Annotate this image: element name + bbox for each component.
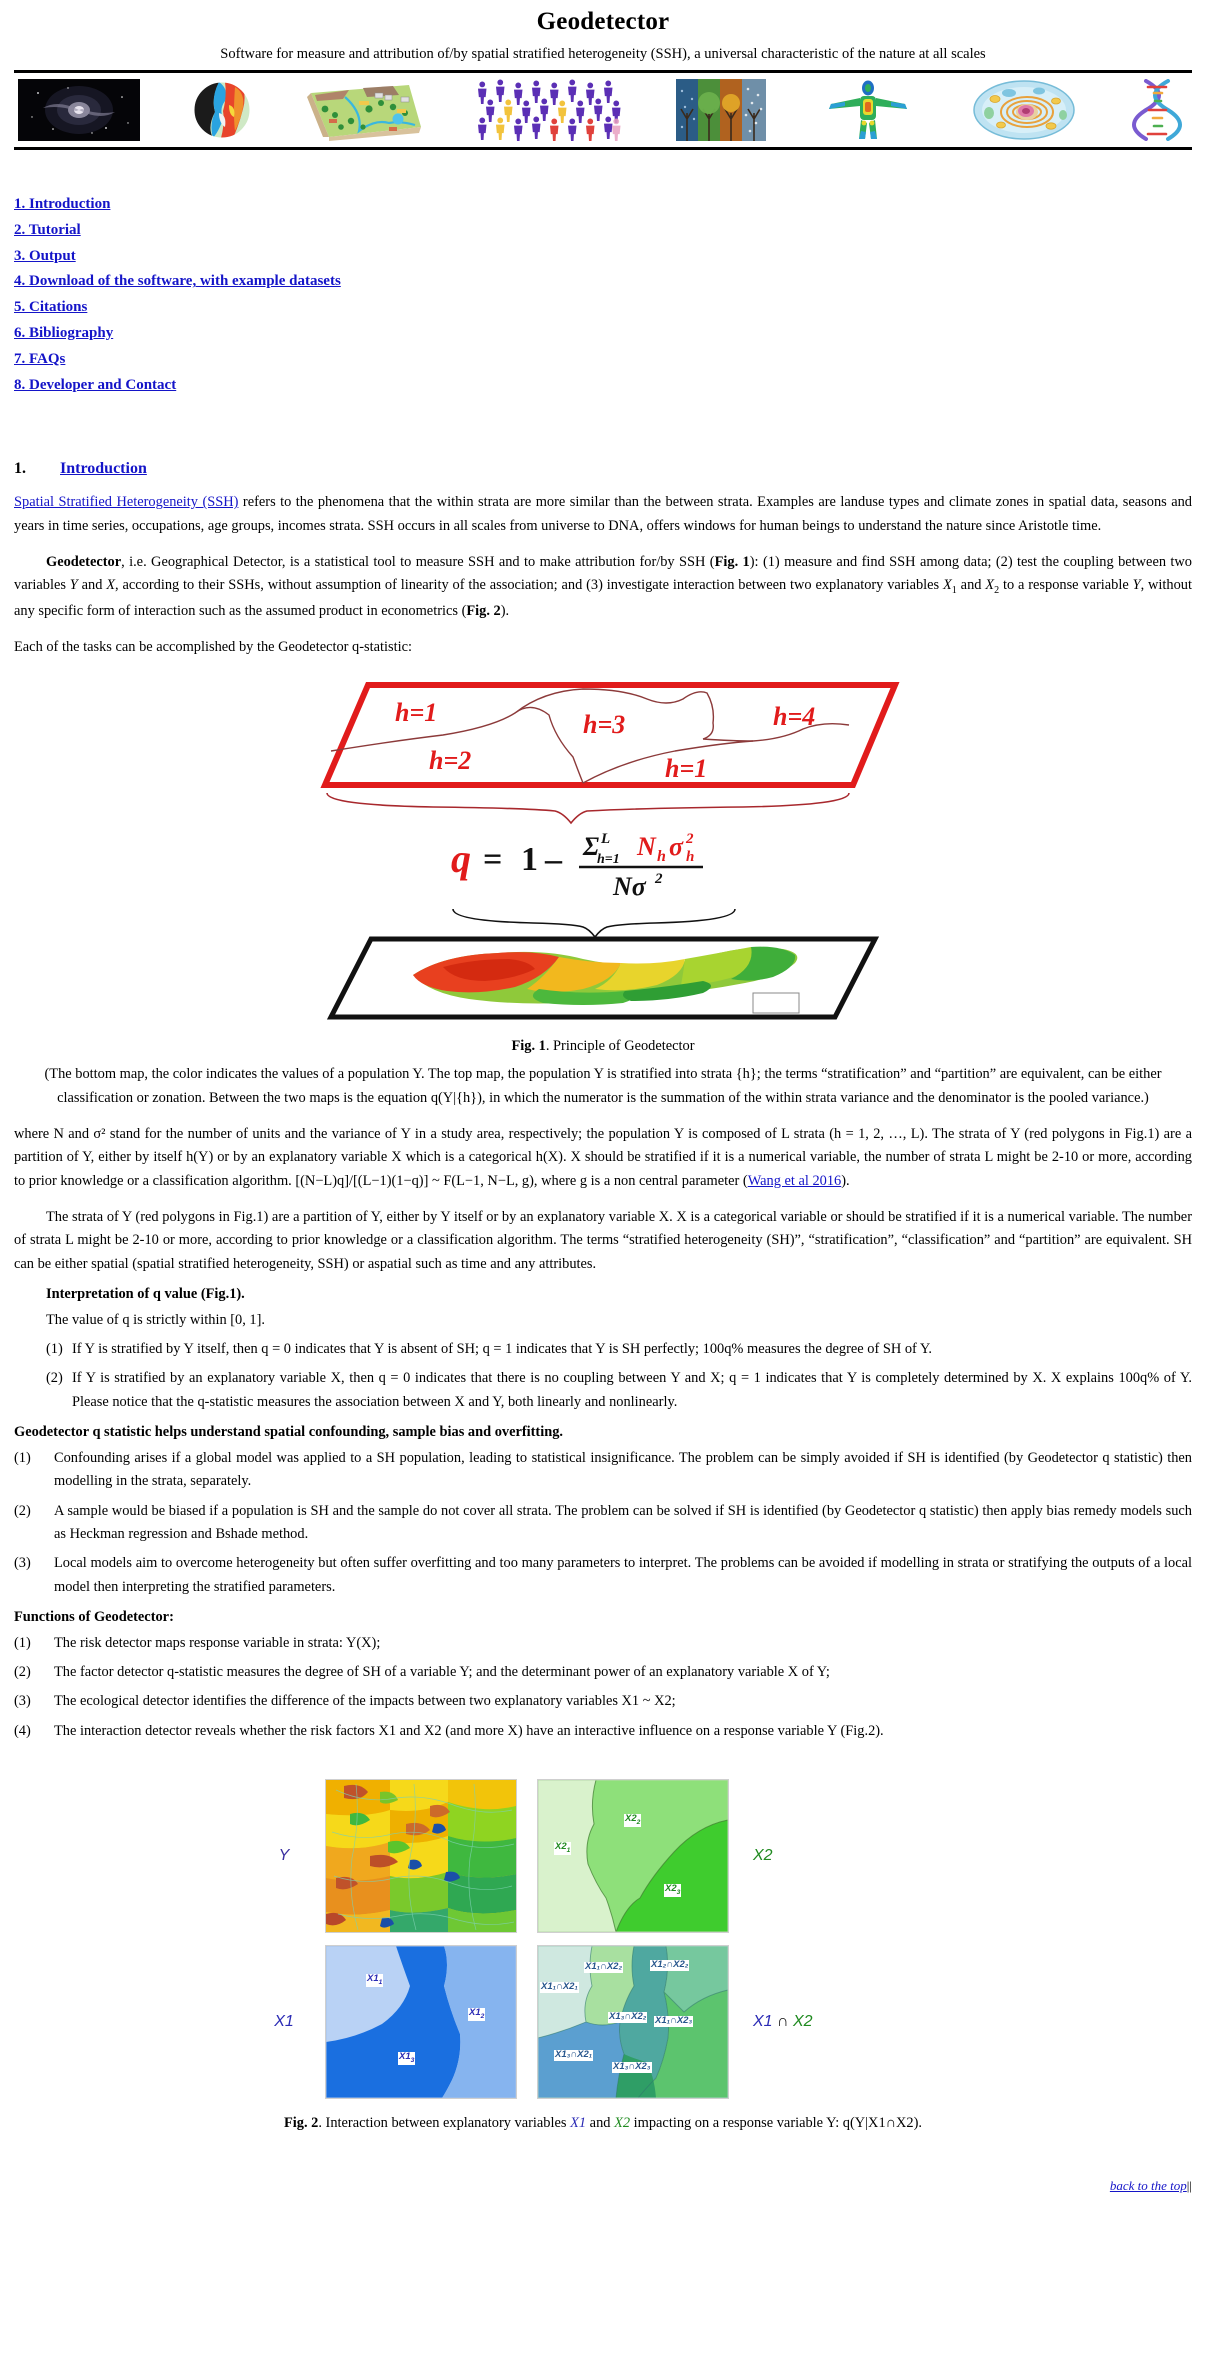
panel-y-map [325, 1779, 517, 1933]
figure2-label-x1-part: X1 [753, 2013, 773, 2031]
globe-climate-image [189, 79, 255, 141]
strata-label-h1b: h=1 [665, 754, 708, 784]
four-seasons-image [676, 79, 766, 141]
nav-link-tutorial[interactable]: 2. Tutorial [14, 221, 81, 238]
intersection-icon: ∩ [777, 2013, 789, 2031]
figure2-caption-x1: X1 [570, 2115, 587, 2132]
panel-x2-map [537, 1779, 729, 1933]
geodetector-text-g: , without any specific form of interaction such as the assumed product in econometrics ( [14, 577, 1192, 619]
figure1-graphic [283, 677, 923, 1027]
figure2-row-bottom [253, 1939, 953, 2105]
geodetector-text-h: ). [500, 602, 510, 619]
footer-separator: || [1186, 2178, 1192, 2194]
functions-item-2-marker: (2) [14, 1664, 31, 1681]
strata-label-h2: h=2 [429, 746, 472, 776]
svg-text:2: 2 [686, 831, 694, 848]
functions-item-3-marker: (3) [14, 1693, 31, 1710]
interpretation-item-1-text: If Y is stratified by Y itself, then q = 0 indicates that Y is absent of SH; q = 1 indicates that Y is SH perfectly; 100q% measures the degree of SH of Y. [72, 1340, 933, 1357]
formula-sum: Σ [583, 832, 600, 862]
functions-item-1-marker: (1) [14, 1634, 31, 1651]
where-text: where N and σ² stand for the number of units and the variance of Y in a study area, respectively; the population Y is composed of L strata (h = 1, 2, …, L). The strata of Y (red polygons in Fig.1) are a partition of Y, either by itself h(Y) or by an explanatory variable X which is a categorical h(X). X should be stratified if it is a numerical variable, the number of strata L might be 2-10 or more, according to prior knowledge or a classification algorithm. [(N−L)q]/[(L−1)(1−q)] ~ F(L−1, N−L, g), where g is a non central parameter ( [14, 1125, 1192, 1189]
figure2-caption-x2: X2 [614, 2115, 631, 2132]
functions-item-1 [14, 1632, 1192, 1655]
confounding-item-1-text: Confounding arises if a global model was applied to a SH population, leading to statistical insignificance. The problem can be simply avoided if SH is identified (by Geodetector q statistic) then modelling in the strata, separately. [54, 1449, 1192, 1490]
figure2-caption-b: and [586, 2115, 615, 2132]
region-label-x1-1-x2-2: X1₁∩X2₂ [585, 1961, 623, 1973]
interpretation-item-2-marker: (2) [46, 1370, 63, 1387]
fig1-ref-inline: Fig. 1 [714, 554, 750, 571]
figure2-label-x1-cap-x2 [739, 2013, 873, 2031]
section-1-heading [14, 460, 1192, 478]
nav-link-introduction[interactable]: 1. Introduction [14, 196, 111, 212]
functions-item-1-text: The risk detector maps response variable in strata: Y(X); [54, 1634, 381, 1651]
interpretation-heading: Interpretation of q value (Fig.1). [46, 1285, 245, 1302]
figure1-caption-text: . Principle of Geodetector [545, 1038, 695, 1055]
principle-of-geodetector-figure [283, 677, 923, 1055]
nav-link-output[interactable]: 3. Output [14, 247, 76, 264]
figure2-row-top [253, 1773, 953, 1939]
confounding-item-2-marker: (2) [14, 1502, 31, 1519]
header-divider-bottom [14, 147, 1192, 150]
geodetector-text-b: ): (1) measure and find SSH among data; (2) test the coupling between two variables [14, 554, 1192, 594]
figure2-caption-c: impacting on a response variable Y: q(Y|X1∩X2). [630, 2115, 923, 2132]
interpretation-item-2-text: If Y is stratified by an explanatory variable X, then q = 0 indicates that there is no coupling between Y and X; q = 1 indicates that Y is completely determined by X. X explains 100q% of Y. Please notice that the q-statistic measures the association between X and Y, both linearly and nonlinearly. [72, 1370, 1192, 1410]
confounding-heading: Geodetector q statistic helps understand spatial confounding, sample bias and overfitting. [14, 1423, 564, 1440]
figure2-caption [14, 2115, 1192, 2132]
formula-numerator: N [637, 832, 656, 862]
region-label-x1-3-x2-2: X1₃∩X2₂ [609, 2011, 647, 2023]
formula-q: q [451, 836, 471, 882]
confounding-item-2 [14, 1500, 1192, 1547]
formula-one: 1 [521, 841, 538, 879]
interpretation-range-line: The value of q is strictly within [0, 1]. [46, 1311, 266, 1328]
paragraph-tasks: Each of the tasks can be accomplished by the Geodetector q-statistic: [14, 638, 412, 655]
functions-item-4-marker: (4) [14, 1722, 31, 1739]
figure2-grid [253, 1773, 953, 2105]
nav-link-bibliography[interactable]: 6. Bibliography [14, 324, 114, 341]
x2-strata-map [538, 1780, 728, 1932]
region-label-x1-2: $X1_2$ [469, 2007, 485, 2021]
confounding-item-2-text: A sample would be biased if a population is SH and the sample do not cover all strata. The problem can be solved if SH is identified (by Geodetector q statistic) then apply bias remedy models such as Heckman regression and Bshade method. [54, 1502, 1192, 1542]
functions-item-4 [14, 1720, 1192, 1743]
table-of-contents [14, 192, 1206, 398]
geodetector-text-f: to a response variable [999, 577, 1133, 594]
confounding-item-3-marker: (3) [14, 1555, 31, 1572]
page-subtitle: Software for measure and attribution of/by spatial stratified heterogeneity (SSH), a universal characteristic of the nature at all scales [220, 46, 986, 62]
page-footer [14, 2178, 1192, 2194]
fig2-ref-inline: Fig. 2 [466, 602, 501, 619]
region-label-x1-1-x2-1: X1₁∩X2₁ [541, 1981, 578, 1993]
formula-sum-lower: h=1 [597, 852, 620, 868]
dna-image [1126, 79, 1188, 141]
geodetector-lead: Geodetector [46, 554, 122, 571]
geodetector-text-c: and [77, 577, 107, 594]
functions-item-4-text: The interaction detector reveals whether the risk factors X1 and X2 (and more X) have an interactive influence on a response variable Y (Fig.2). [54, 1722, 884, 1739]
figure1-caption-label: Fig. 1 [511, 1038, 546, 1055]
back-to-top-link[interactable]: back to the top [1109, 2178, 1187, 2194]
confounding-item-3 [14, 1552, 1192, 1599]
figure2-caption-label: Fig. 2 [283, 2115, 319, 2132]
interaction-figure [14, 1773, 1192, 2132]
svg-text:h: h [686, 849, 695, 866]
confounding-item-1 [14, 1447, 1192, 1494]
ssh-definition-text: refers to the phenomena that the within strata are more similar than the between strata. Examples are landuse types and climate zones in spatial data, seasons and years in time series, occupations, age groups, incomes strata. SSH occurs in all scales from universe to DNA, offers windows for human beings to understand the nature since Aristotle time. [14, 494, 1192, 534]
paragraph-where-n-sigma [14, 1123, 1192, 1193]
cell-image [971, 79, 1077, 141]
functions-item-2-text: The factor detector q-statistic measures the degree of SH of a variable Y; and the determinant power of an explanatory variable X of Y; [54, 1664, 830, 1681]
interpretation-item-2 [46, 1367, 1192, 1414]
svg-text:σ: σ [669, 832, 684, 862]
population-figures-image [474, 79, 626, 141]
where-text-tail: ). [841, 1172, 850, 1189]
formula-denominator: Nσ [613, 872, 646, 902]
human-body-thermal-image [815, 79, 921, 141]
section-1-title-link[interactable]: Introduction [60, 460, 147, 478]
nav-link-developer-contact[interactable]: 8. Developer and Contact [14, 376, 177, 393]
formula-equals: = [483, 841, 503, 879]
region-label-x1-3: $X1_3$ [399, 2051, 415, 2065]
galaxy-image [18, 79, 140, 141]
nav-link-citations[interactable]: 5. Citations [14, 299, 88, 316]
region-label-x1-1-x2-3: X1₁∩X2₃ [655, 2015, 693, 2027]
confounding-item-3-text: Local models aim to overcome heterogeneity but often suffer overfitting and too many parameters to interpret. The problems can be avoided if modelling in strata or stratifying the outputs of a local model then interpreting the stratified parameters. [54, 1555, 1192, 1595]
nav-link-faqs[interactable]: 7. FAQs [14, 350, 66, 367]
interpretation-item-1-marker: (1) [46, 1340, 63, 1357]
region-label-x1-1: $X1_1$ [367, 1973, 383, 1987]
formula-minus: – [545, 841, 562, 879]
functions-item-3-text: The ecological detector identifies the difference of the impacts between two explanatory variables X1 ~ X2; [54, 1693, 676, 1710]
x1-strata-map [326, 1946, 516, 2098]
figure2-caption-a: . Interaction between explanatory variables [318, 2115, 571, 2132]
figure1-note: (The bottom map, the color indicates the values of a population Y. The top map, the population Y is stratified into strata {h}; the terms “stratification” and “partition” are equivalent, can be either classification or zonation. Between the two maps is the equation q(Y|{h}), in which the numerator is the summation of the within strata variance and the denominator is the pooled variance.) [44, 1066, 1162, 1106]
formula-sum-upper: L [601, 831, 611, 848]
geodetector-text-e: and [956, 577, 986, 594]
strata-label-h1a: h=1 [395, 698, 438, 728]
interpretation-item-1 [46, 1338, 1192, 1361]
geodetector-text-a: , i.e. Geographical Detector, is a statistical tool to measure SSH and to make attribution for/by SSH ( [121, 554, 715, 571]
region-label-x1-2-x2-2: X1₂∩X2₂ [651, 1959, 689, 1971]
landscape-block-image [305, 79, 425, 141]
functions-item-2 [14, 1661, 1192, 1684]
svg-text:2: 2 [655, 871, 663, 888]
nav-link-download[interactable]: 4. Download of the software, with example datasets [14, 273, 341, 290]
section-1-number: 1. [14, 460, 26, 478]
main-content [14, 460, 1192, 2132]
figure2-label-x1: X1 [274, 2013, 294, 2031]
strata-label-h3: h=3 [583, 710, 626, 740]
paragraph-strata-partition: The strata of Y (red polygons in Fig.1) are a partition of Y, either by Y itself or by an explanatory variable X. X is a categorical variable or should be stratified if it is a numerical variable. The number of strata L might be 2-10 or more, according to prior knowledge or a classification algorithm. The terms “stratified heterogeneity (SH)”, “stratification”, “classification” and “partition” are equivalent. SH can be either spatial (spatial stratified heterogeneity, SSH) or aspatial such as time and any attributes. [14, 1208, 1192, 1272]
functions-item-3 [14, 1690, 1192, 1713]
region-label-x2-1: $X2_1$ [555, 1841, 571, 1855]
figure2-label-x2-part: X2 [792, 2013, 813, 2031]
strata-label-h4: h=4 [773, 702, 816, 732]
functions-heading: Functions of Geodetector: [14, 1608, 174, 1625]
region-label-x1-3-x2-1: X1₃∩X2₁ [555, 2049, 593, 2061]
figure2-label-y: Y [278, 1847, 290, 1865]
banner-image-strip [0, 73, 1206, 147]
page-title: Geodetector [536, 8, 670, 35]
paragraph-ssh-definition [14, 491, 1192, 538]
confounding-item-1-marker: (1) [14, 1449, 31, 1466]
svg-text:h: h [657, 848, 666, 866]
site-header [0, 0, 1206, 150]
geodetector-text-d: , according to their SSHs, without assumption of linearity of the association; and (3) investigate interaction between two explanatory variables [115, 577, 943, 594]
region-label-x1-3-x2-3: X1₃∩X2₃ [613, 2061, 651, 2073]
paragraph-geodetector-intro: Geodetector, i.e. Geographical Detector, is a statistical tool to measure SSH and to make attribution for/by SSH (Fig. 1): (1) measure and find SSH among data; (2) test the coupling between two variables Y and X, according to their SSHs, without assumption of linearity of the association; and (3) investigate interaction between two explanatory variables $X_1$ and $X_2$ to a response variable Y, without any specific form of interaction such as the assumed product in econometrics (Fig. 2). [14, 554, 1192, 619]
region-label-x2-3: $X2_3$ [665, 1883, 681, 1897]
figure2-label-x2: X2 [753, 1847, 773, 1865]
ssh-definition-link[interactable]: Spatial Stratified Heterogeneity (SSH) [14, 494, 239, 511]
wang-et-al-2016-link[interactable]: Wang et al 2016 [747, 1172, 842, 1189]
panel-x1-map [325, 1945, 517, 2099]
region-label-x2-2: $X2_2$ [625, 1813, 641, 1827]
figure1-caption [283, 1038, 923, 1055]
panel-x1-x2-intersection-map [537, 1945, 729, 2099]
y-choropleth [326, 1780, 516, 1932]
